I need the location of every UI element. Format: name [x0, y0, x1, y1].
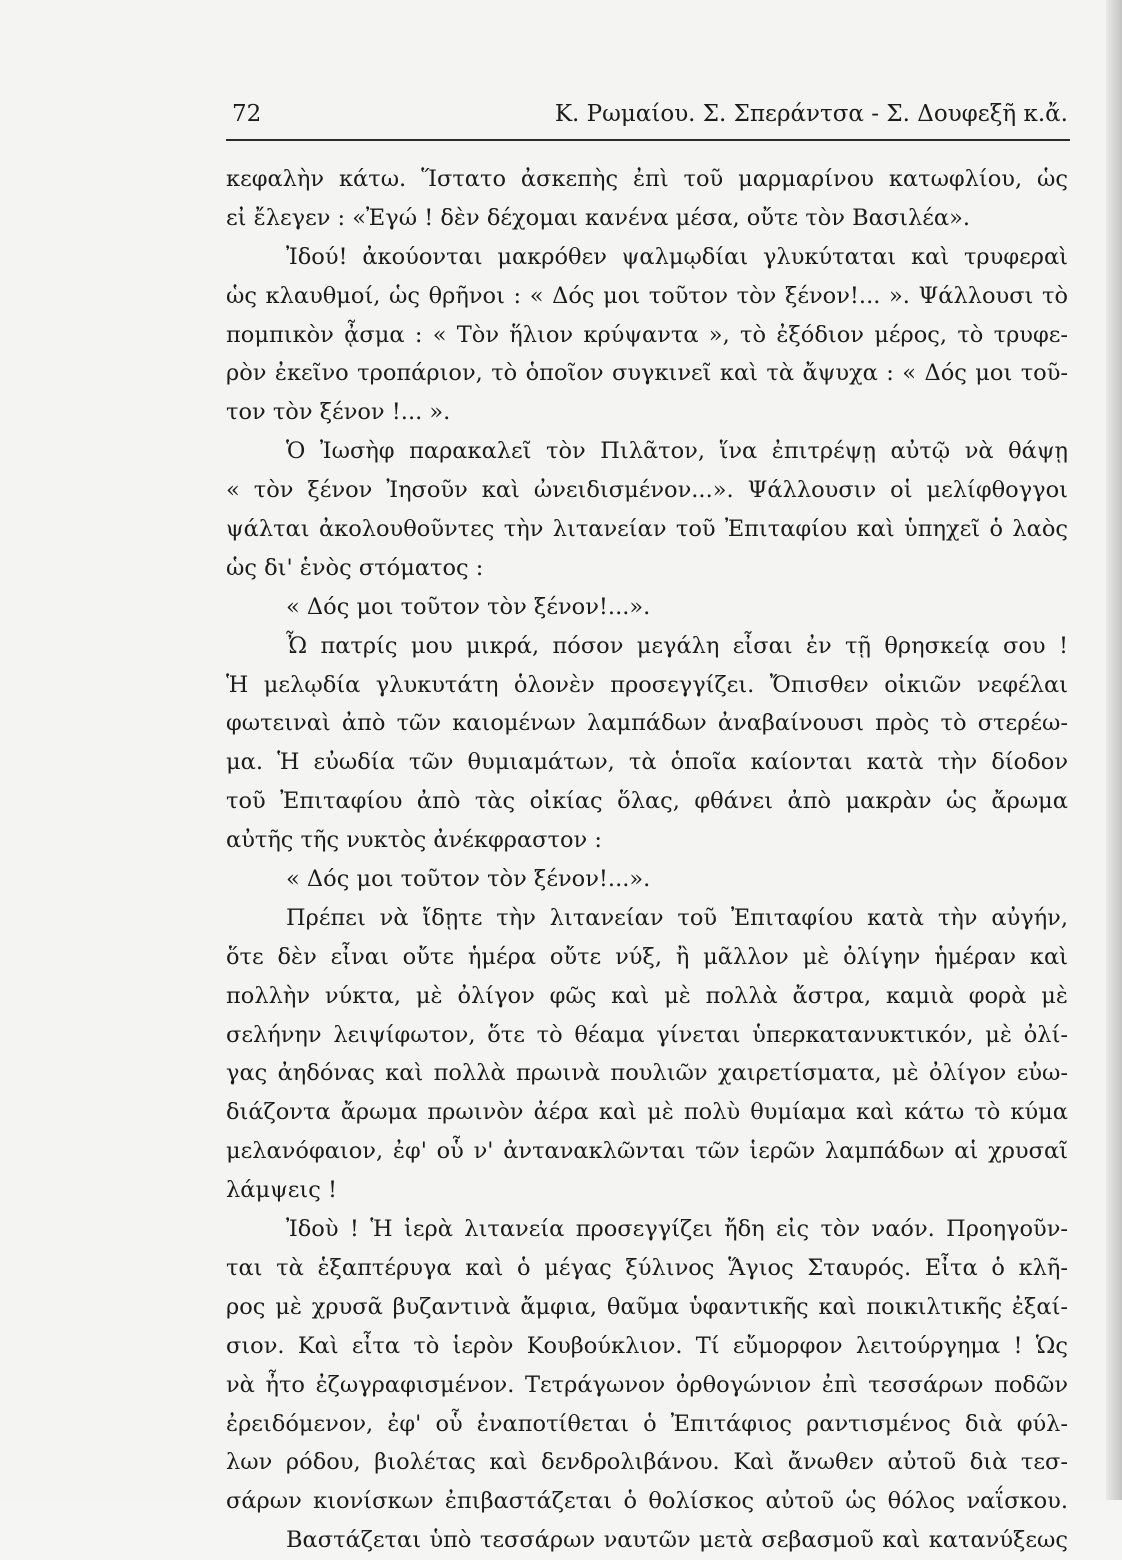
page-binding-edge: [1106, 0, 1122, 1500]
text-line: σάρων κιονίσκων ἐπιβαστάζεται ὁ θολίσκος αὐτοῦ ὡς θόλος ναΐσκου.: [226, 1488, 1068, 1515]
quoted-refrain: « Δός μοι τοῦτον τὸν ξένον!...».: [286, 866, 651, 893]
text-line: αὐτῆς τῆς νυκτὸς ἀνέκφραστον :: [226, 827, 602, 854]
text-line: ὡς κλαυθμοί, ὡς θρῆνοι : « Δός μοι τοῦτον τὸν ξένον!... ». Ψάλλουσι τὸ: [226, 282, 1068, 309]
page-number: 72: [232, 101, 262, 127]
text-line: ρος μὲ χρυσᾶ βυζαντινὰ ἄμφια, θαῦμα ὑφαντικῆς καὶ ποικιλτικῆς ἐξαί-: [226, 1293, 1068, 1320]
text-line: πομπικὸν ᾆσμα : « Τὸν ἥλιον κρύψαντα », τὸ ἐξόδιον μέρος, τὸ τρυφε-: [226, 321, 1068, 348]
text-line: ὡς δι' ἑνὸς στόματος :: [226, 554, 484, 581]
text-line: Ἡ μελῳδία γλυκυτάτη ὁλονὲν προσεγγίζει. Ὄπισθεν οἰκιῶν νεφέλαι: [226, 671, 1068, 698]
text-line: τον τὸν ξένον !... ».: [226, 399, 451, 426]
body-text: [226, 160, 1068, 1560]
text-line: σελήνην λειψίφωτον, ὅτε τὸ θέαμα γίνεται ὑπερκατανυκτικόν, μὲ ὀλί-: [226, 1021, 1068, 1048]
text-line: Ἰδού! ἀκούονται μακρόθεν ψαλμῳδίαι γλυκύταται καὶ τρυφεραὶ: [286, 243, 1068, 270]
text-line: Ἰδοὺ ! Ἡ ἱερὰ λιτανεία προσεγγίζει ἤδη εἰς τὸν ναόν. Προηγοῦν-: [286, 1216, 1068, 1243]
text-line: λάμψεις !: [226, 1177, 337, 1204]
text-line: γας ἀηδόνας καὶ πολλὰ πρωινὰ πουλιῶν χαιρετίσματα, μὲ ὀλίγον εὐω-: [226, 1060, 1068, 1087]
text-line: πολλὴν νύκτα, μὲ ὀλίγον φῶς καὶ μὲ πολλὰ ἄστρα, καμιὰ φορὰ μὲ: [226, 982, 1068, 1009]
text-line: μελανόφαιον, ἐφ' οὗ ν' ἀντανακλῶνται τῶν ἱερῶν λαμπάδων αἱ χρυσαῖ: [226, 1138, 1068, 1165]
text-line: ται τὰ ἑξαπτέρυγα καὶ ὁ μέγας ξύλινος Ἅγιος Σταυρός. Εἶτα ὁ κλῆ-: [226, 1254, 1068, 1281]
text-line: ψάλται ἀκολουθοῦντες τὴν λιτανείαν τοῦ Ἐπιταφίου καὶ ὑπηχεῖ ὁ λαὸς: [226, 516, 1068, 543]
text-line: τοῦ Ἐπιταφίου ἀπὸ τὰς οἰκίας ὅλας, φθάνει ἀπὸ μακρὰν ὡς ἄρωμα: [226, 788, 1068, 815]
text-line: ρὸν ἐκεῖνο τροπάριον, τὸ ὁποῖον συγκινεῖ καὶ τὰ ἄψυχα : « Δός μοι τοῦ-: [226, 360, 1068, 387]
text-line: νὰ ἦτο ἐζωγραφισμένον. Τετράγωνον ὀρθογώνιον ἐπὶ τεσσάρων ποδῶν: [226, 1371, 1068, 1398]
text-line: σιον. Καὶ εἶτα τὸ ἱερὸν Κουβούκλιον. Τί εὔμορφον λειτούργημα ! Ὡς: [226, 1332, 1068, 1359]
text-line: φωτειναὶ ἀπὸ τῶν καιομένων λαμπάδων ἀναβαίνουσι πρὸς τὸ στερέω-: [226, 710, 1068, 737]
text-line: διάζοντα ἄρωμα πρωινὸν ἀέρα καὶ μὲ πολὺ θυμίαμα καὶ κάτω τὸ κύμα: [226, 1099, 1068, 1126]
quoted-refrain: « Δός μοι τοῦτον τὸν ξένον!...».: [286, 593, 651, 620]
text-line: ἐρειδόμενον, ἐφ' οὗ ἐναποτίθεται ὁ Ἐπιτάφιος ραντισμένος διὰ φύλ-: [226, 1410, 1068, 1437]
running-head: Κ. Ρωμαίου. Σ. Σπεράντσα - Σ. Δουφεξῆ κ.ἄ.: [554, 101, 1068, 127]
text-line: μα. Ἡ εὐωδία τῶν θυμιαμάτων, τὰ ὁποῖα καίονται κατὰ τὴν δίοδον: [226, 749, 1068, 776]
header-rule: [226, 139, 1070, 141]
text-line: εἰ ἔλεγεν : «Ἐγώ ! δὲν δέχομαι κανένα μέσα, οὔτε τὸν Βασιλέα».: [226, 204, 971, 231]
text-line: « τὸν ξένον Ἰησοῦν καὶ ὠνειδισμένον...». Ψάλλουσιν οἱ μελίφθογγοι: [226, 477, 1068, 504]
page-header: [232, 96, 1068, 132]
text-line: ὅτε δὲν εἶναι οὔτε ἡμέρα οὔτε νύξ, ἢ μᾶλλον μὲ ὀλίγην ἡμέραν καὶ: [226, 943, 1068, 970]
text-line: Ὦ πατρίς μου μικρά, πόσον μεγάλη εἶσαι ἐν τῇ θρησκείᾳ σου !: [286, 632, 1068, 659]
text-line: Βαστάζεται ὑπὸ τεσσάρων ναυτῶν μετὰ σεβασμοῦ καὶ κατανύξεως: [286, 1527, 1068, 1554]
text-line: λων ρόδου, βιολέτας καὶ δενδρολιβάνου. Καὶ ἄνωθεν αὐτοῦ διὰ τεσ-: [226, 1449, 1068, 1476]
text-line: Πρέπει νὰ ἴδῃτε τὴν λιτανείαν τοῦ Ἐπιταφίου κατὰ τὴν αὐγήν,: [286, 904, 1068, 931]
text-line: Ὁ Ἰωσὴφ παρακαλεῖ τὸν Πιλᾶτον, ἵνα ἐπιτρέψῃ αὐτῷ νὰ θάψῃ: [286, 438, 1068, 465]
text-line: κεφαλὴν κάτω. Ἵστατο ἀσκεπὴς ἐπὶ τοῦ μαρμαρίνου κατωφλίου, ὡς: [226, 166, 1068, 192]
